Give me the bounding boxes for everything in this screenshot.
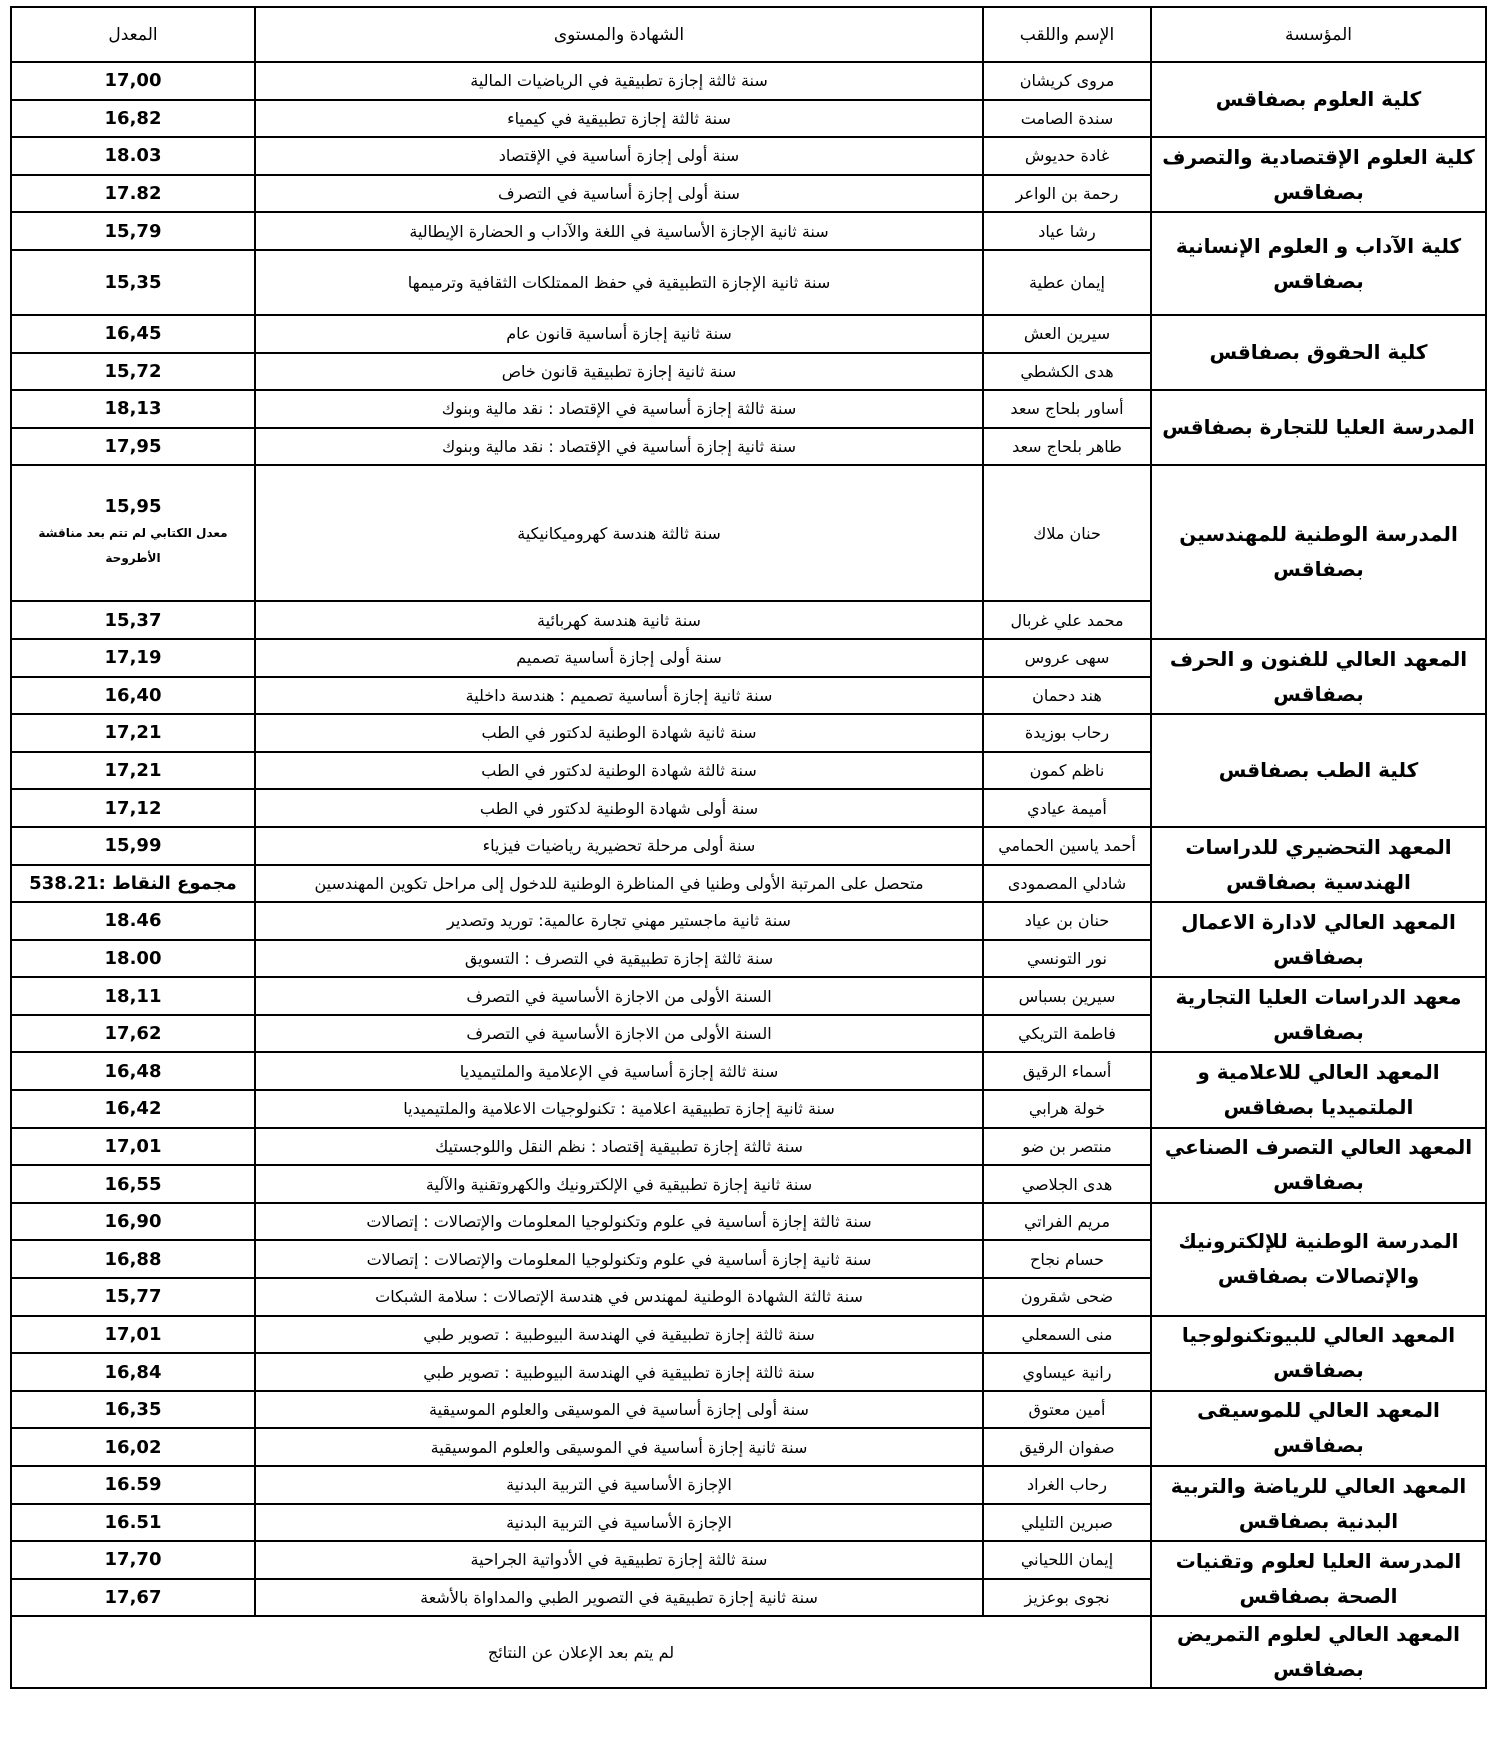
student-name-cell: منتصر بن ضو	[983, 1128, 1151, 1166]
institution-cell: كلية العلوم الإقتصادية والتصرف بصفاقس	[1151, 137, 1486, 212]
average-cell: 16,90	[11, 1203, 255, 1241]
degree-level-cell: سنة أولى إجازة أساسية في الموسيقى والعلوم الموسيقية	[255, 1391, 983, 1429]
table-row	[11, 137, 1486, 175]
student-name-cell: أساور بلحاج سعد	[983, 390, 1151, 428]
student-name-cell: إيمان اللحياني	[983, 1541, 1151, 1579]
average-cell: 17.82	[11, 175, 255, 213]
results-sheet	[10, 6, 1485, 1689]
student-name-cell: شادلي المصمودى	[983, 865, 1151, 903]
institution-cell: المعهد العالي للموسيقى بصفاقس	[1151, 1391, 1486, 1466]
student-name-cell: رشا عياد	[983, 212, 1151, 250]
table-row	[11, 212, 1486, 250]
header-name: الإسم واللقب	[983, 7, 1151, 62]
institution-cell: المدرسة الوطنية للمهندسين بصفاقس	[1151, 465, 1486, 639]
degree-level-cell: سنة ثانية إجازة تطبيقية في التصوير الطبي والمداواة بالأشعة	[255, 1579, 983, 1617]
average-cell: 16.59	[11, 1466, 255, 1504]
average-cell: 18,11	[11, 977, 255, 1015]
student-name-cell: محمد علي غربال	[983, 601, 1151, 639]
average-cell: 17,95	[11, 428, 255, 466]
degree-level-cell: سنة ثالثة إجازة تطبيقية في التصرف : التسويق	[255, 940, 983, 978]
degree-level-cell: الإجازة الأساسية في التربية البدنية	[255, 1504, 983, 1542]
table-row	[11, 1391, 1486, 1429]
student-name-cell: ضحى شقرون	[983, 1278, 1151, 1316]
average-cell: 17,01	[11, 1128, 255, 1166]
degree-level-cell: سنة ثالثة هندسة كهروميكانيكية	[255, 465, 983, 601]
average-cell: 17,00	[11, 62, 255, 100]
average-cell: 16,42	[11, 1090, 255, 1128]
institution-cell: المعهد العالي لعلوم التمريض بصفاقس	[1151, 1616, 1486, 1688]
institution-cell: كلية الحقوق بصفاقس	[1151, 315, 1486, 390]
average-cell: 16,88	[11, 1240, 255, 1278]
institution-cell: المعهد العالي للفنون و الحرف بصفاقس	[1151, 639, 1486, 714]
average-cell: 17,19	[11, 639, 255, 677]
average-cell: 18.00	[11, 940, 255, 978]
degree-level-cell: سنة ثانية الإجازة الأساسية في اللغة والآداب و الحضارة الإيطالية	[255, 212, 983, 250]
header-row	[11, 7, 1486, 62]
average-cell: 16,82	[11, 100, 255, 138]
degree-level-cell: سنة ثالثة إجازة تطبيقية في الهندسة البيوطبية : تصوير طبي	[255, 1316, 983, 1354]
table-row	[11, 465, 1486, 601]
degree-level-cell: سنة ثالثة إجازة تطبيقية في الأدواتية الجراحية	[255, 1541, 983, 1579]
institution-cell: معهد الدراسات العليا التجارية بصفاقس	[1151, 977, 1486, 1052]
degree-level-cell: سنة ثالثة إجازة تطبيقية في الرياضيات المالية	[255, 62, 983, 100]
student-name-cell: ناظم كمون	[983, 752, 1151, 790]
table-row	[11, 714, 1486, 752]
average-cell: 17,70	[11, 1541, 255, 1579]
student-name-cell: سيرين العش	[983, 315, 1151, 353]
average-cell: 18.03	[11, 137, 255, 175]
header-institution: المؤسسة	[1151, 7, 1486, 62]
institution-cell: المعهد التحضيري للدراسات الهندسية بصفاقس	[1151, 827, 1486, 902]
degree-level-cell: سنة أولى إجازة أساسية في التصرف	[255, 175, 983, 213]
average-cell: 18.46	[11, 902, 255, 940]
average-cell: 17,21	[11, 752, 255, 790]
student-name-cell: طاهر بلحاج سعد	[983, 428, 1151, 466]
table-row	[11, 315, 1486, 353]
table-row	[11, 1316, 1486, 1354]
degree-level-cell: سنة ثانية ماجستير مهني تجارة عالمية: توريد وتصدير	[255, 902, 983, 940]
degree-level-cell: سنة ثانية إجازة أساسية في الموسيقى والعلوم الموسيقية	[255, 1428, 983, 1466]
student-name-cell: مروى كريشان	[983, 62, 1151, 100]
student-name-cell: رحاب الغراد	[983, 1466, 1151, 1504]
average-cell: مجموع النقاط :538.21	[11, 865, 255, 903]
student-name-cell: هند دحمان	[983, 677, 1151, 715]
table-row	[11, 1466, 1486, 1504]
degree-level-cell: سنة ثالثة شهادة الوطنية لدكتور في الطب	[255, 752, 983, 790]
degree-level-cell: سنة ثانية إجازة أساسية في علوم وتكنولوجيا المعلومات والإتصالات : إتصالات	[255, 1240, 983, 1278]
average-cell: 16,84	[11, 1353, 255, 1391]
institution-cell: كلية الآداب و العلوم الإنسانية بصفاقس	[1151, 212, 1486, 315]
average-cell: 17,62	[11, 1015, 255, 1053]
average-cell: 16,45	[11, 315, 255, 353]
table-row	[11, 977, 1486, 1015]
average-cell: 15,72	[11, 353, 255, 391]
average-cell	[11, 465, 255, 601]
student-name-cell: نجوى بوعزيز	[983, 1579, 1151, 1617]
degree-level-cell: سنة ثانية إجازة تطبيقية في الإلكترونيك والكهروتقنية والآلية	[255, 1165, 983, 1203]
student-name-cell: أمين معتوق	[983, 1391, 1151, 1429]
student-name-cell: سيرين بسباس	[983, 977, 1151, 1015]
table-row	[11, 1203, 1486, 1241]
average-cell: 18,13	[11, 390, 255, 428]
results-table	[10, 6, 1487, 1689]
degree-level-cell: سنة ثالثة إجازة أساسية في الإعلامية والملتيميديا	[255, 1052, 983, 1090]
table-row	[11, 827, 1486, 865]
student-name-cell: صفوان الرقيق	[983, 1428, 1151, 1466]
average-cell: 16.51	[11, 1504, 255, 1542]
degree-level-cell: سنة ثانية شهادة الوطنية لدكتور في الطب	[255, 714, 983, 752]
degree-level-cell: سنة أولى إجازة أساسية في الإقتصاد	[255, 137, 983, 175]
student-name-cell: أسماء الرقيق	[983, 1052, 1151, 1090]
table-row	[11, 1052, 1486, 1090]
header-degree: الشهادة والمستوى	[255, 7, 983, 62]
degree-level-cell: سنة أولى شهادة الوطنية لدكتور في الطب	[255, 789, 983, 827]
institution-cell: المعهد العالي للبيوتكنولوجيا بصفاقس	[1151, 1316, 1486, 1391]
average-note: معدل الكتابي لم تتم بعد مناقشة الأطروحة	[38, 525, 228, 565]
table-row	[11, 62, 1486, 100]
student-name-cell: إيمان عطية	[983, 250, 1151, 315]
average-cell: 16,40	[11, 677, 255, 715]
student-name-cell: صبرين التليلي	[983, 1504, 1151, 1542]
student-name-cell: حسام نجاح	[983, 1240, 1151, 1278]
degree-level-cell: سنة ثالثة إجازة أساسية في الإقتصاد : نقد مالية وبنوك	[255, 390, 983, 428]
average-cell: 16,35	[11, 1391, 255, 1429]
student-name-cell: هدى الجلاصي	[983, 1165, 1151, 1203]
table-row	[11, 390, 1486, 428]
degree-level-cell: السنة الأولى من الاجازة الأساسية في التصرف	[255, 1015, 983, 1053]
degree-level-cell: سنة ثالثة إجازة تطبيقية في كيمياء	[255, 100, 983, 138]
average-value: 15,95	[104, 495, 162, 517]
table-row	[11, 639, 1486, 677]
student-name-cell: أميمة عيادي	[983, 789, 1151, 827]
table-row	[11, 1616, 1486, 1688]
degree-level-cell: سنة ثالثة الشهادة الوطنية لمهندس في هندسة الإتصالات : سلامة الشبكات	[255, 1278, 983, 1316]
institution-cell: كلية العلوم بصفاقس	[1151, 62, 1486, 137]
student-name-cell: مريم الفراتي	[983, 1203, 1151, 1241]
student-name-cell: نور التونسي	[983, 940, 1151, 978]
degree-level-cell: سنة ثانية إجازة أساسية قانون عام	[255, 315, 983, 353]
institution-cell: المعهد العالي التصرف الصناعي بصفاقس	[1151, 1128, 1486, 1203]
average-cell: 15,79	[11, 212, 255, 250]
student-name-cell: منى السمعلي	[983, 1316, 1151, 1354]
degree-level-cell: متحصل على المرتبة الأولى وطنيا في المناظرة الوطنية للدخول إلى مراحل تكوين المهندسين	[255, 865, 983, 903]
table-row	[11, 902, 1486, 940]
average-cell: 17,21	[11, 714, 255, 752]
degree-level-cell: سنة ثالثة إجازة تطبيقية في الهندسة البيوطبية : تصوير طبي	[255, 1353, 983, 1391]
degree-level-cell: سنة ثانية هندسة كهربائية	[255, 601, 983, 639]
table-row	[11, 1128, 1486, 1166]
degree-level-cell: سنة ثانية الإجازة التطبيقية في حفظ الممتلكات الثقافية وترميمها	[255, 250, 983, 315]
institution-cell: المعهد العالي للاعلامية و الملتميديا بصفاقس	[1151, 1052, 1486, 1127]
average-cell: 16,48	[11, 1052, 255, 1090]
degree-level-cell: سنة ثالثة إجازة أساسية في علوم وتكنولوجيا المعلومات والإتصالات : إتصالات	[255, 1203, 983, 1241]
average-cell: 15,37	[11, 601, 255, 639]
average-cell: 15,77	[11, 1278, 255, 1316]
student-name-cell: حنان بن عياد	[983, 902, 1151, 940]
student-name-cell: رحاب بوزيدة	[983, 714, 1151, 752]
header-average: المعدل	[11, 7, 255, 62]
degree-level-cell: سنة أولى إجازة أساسية تصميم	[255, 639, 983, 677]
average-cell: 15,99	[11, 827, 255, 865]
average-cell: 16,02	[11, 1428, 255, 1466]
institution-cell: كلية الطب بصفاقس	[1151, 714, 1486, 827]
average-cell: 17,01	[11, 1316, 255, 1354]
student-name-cell: رحمة بن الواعر	[983, 175, 1151, 213]
average-cell: 17,67	[11, 1579, 255, 1617]
degree-level-cell: سنة ثانية إجازة تطبيقية قانون خاص	[255, 353, 983, 391]
institution-cell: المعهد العالي لادارة الاعمال بصفاقس	[1151, 902, 1486, 977]
student-name-cell: سندة الصامت	[983, 100, 1151, 138]
student-name-cell: رانية عيساوي	[983, 1353, 1151, 1391]
student-name-cell: أحمد ياسين الحمامي	[983, 827, 1151, 865]
institution-cell: المدرسة العليا للتجارة بصفاقس	[1151, 390, 1486, 465]
pending-results-cell: لم يتم بعد الإعلان عن النتائج	[11, 1616, 1151, 1688]
average-cell: 15,35	[11, 250, 255, 315]
table-row	[11, 1541, 1486, 1579]
institution-cell: المعهد العالي للرياضة والتربية البدنية بصفاقس	[1151, 1466, 1486, 1541]
institution-cell: المدرسة الوطنية للإلكترونيك والإتصالات بصفاقس	[1151, 1203, 1486, 1316]
institution-cell: المدرسة العليا لعلوم وتقنيات الصحة بصفاقس	[1151, 1541, 1486, 1616]
average-cell: 17,12	[11, 789, 255, 827]
results-body	[11, 62, 1486, 1688]
degree-level-cell: سنة ثانية إجازة أساسية تصميم : هندسة داخلية	[255, 677, 983, 715]
student-name-cell: فاطمة التريكي	[983, 1015, 1151, 1053]
degree-level-cell: السنة الأولى من الاجازة الأساسية في التصرف	[255, 977, 983, 1015]
student-name-cell: غادة حديوش	[983, 137, 1151, 175]
degree-level-cell: الإجازة الأساسية في التربية البدنية	[255, 1466, 983, 1504]
student-name-cell: هدى الكشطي	[983, 353, 1151, 391]
degree-level-cell: سنة ثالثة إجازة تطبيقية إقتصاد : نظم النقل واللوجستيك	[255, 1128, 983, 1166]
student-name-cell: خولة هرابي	[983, 1090, 1151, 1128]
degree-level-cell: سنة أولى مرحلة تحضيرية رياضيات فيزياء	[255, 827, 983, 865]
degree-level-cell: سنة ثانية إجازة تطبيقية اعلامية : تكنولوجيات الاعلامية والملتيميديا	[255, 1090, 983, 1128]
degree-level-cell: سنة ثانية إجازة أساسية في الإقتصاد : نقد مالية وبنوك	[255, 428, 983, 466]
average-cell: 16,55	[11, 1165, 255, 1203]
student-name-cell: حنان ملاك	[983, 465, 1151, 601]
student-name-cell: سهى عروس	[983, 639, 1151, 677]
